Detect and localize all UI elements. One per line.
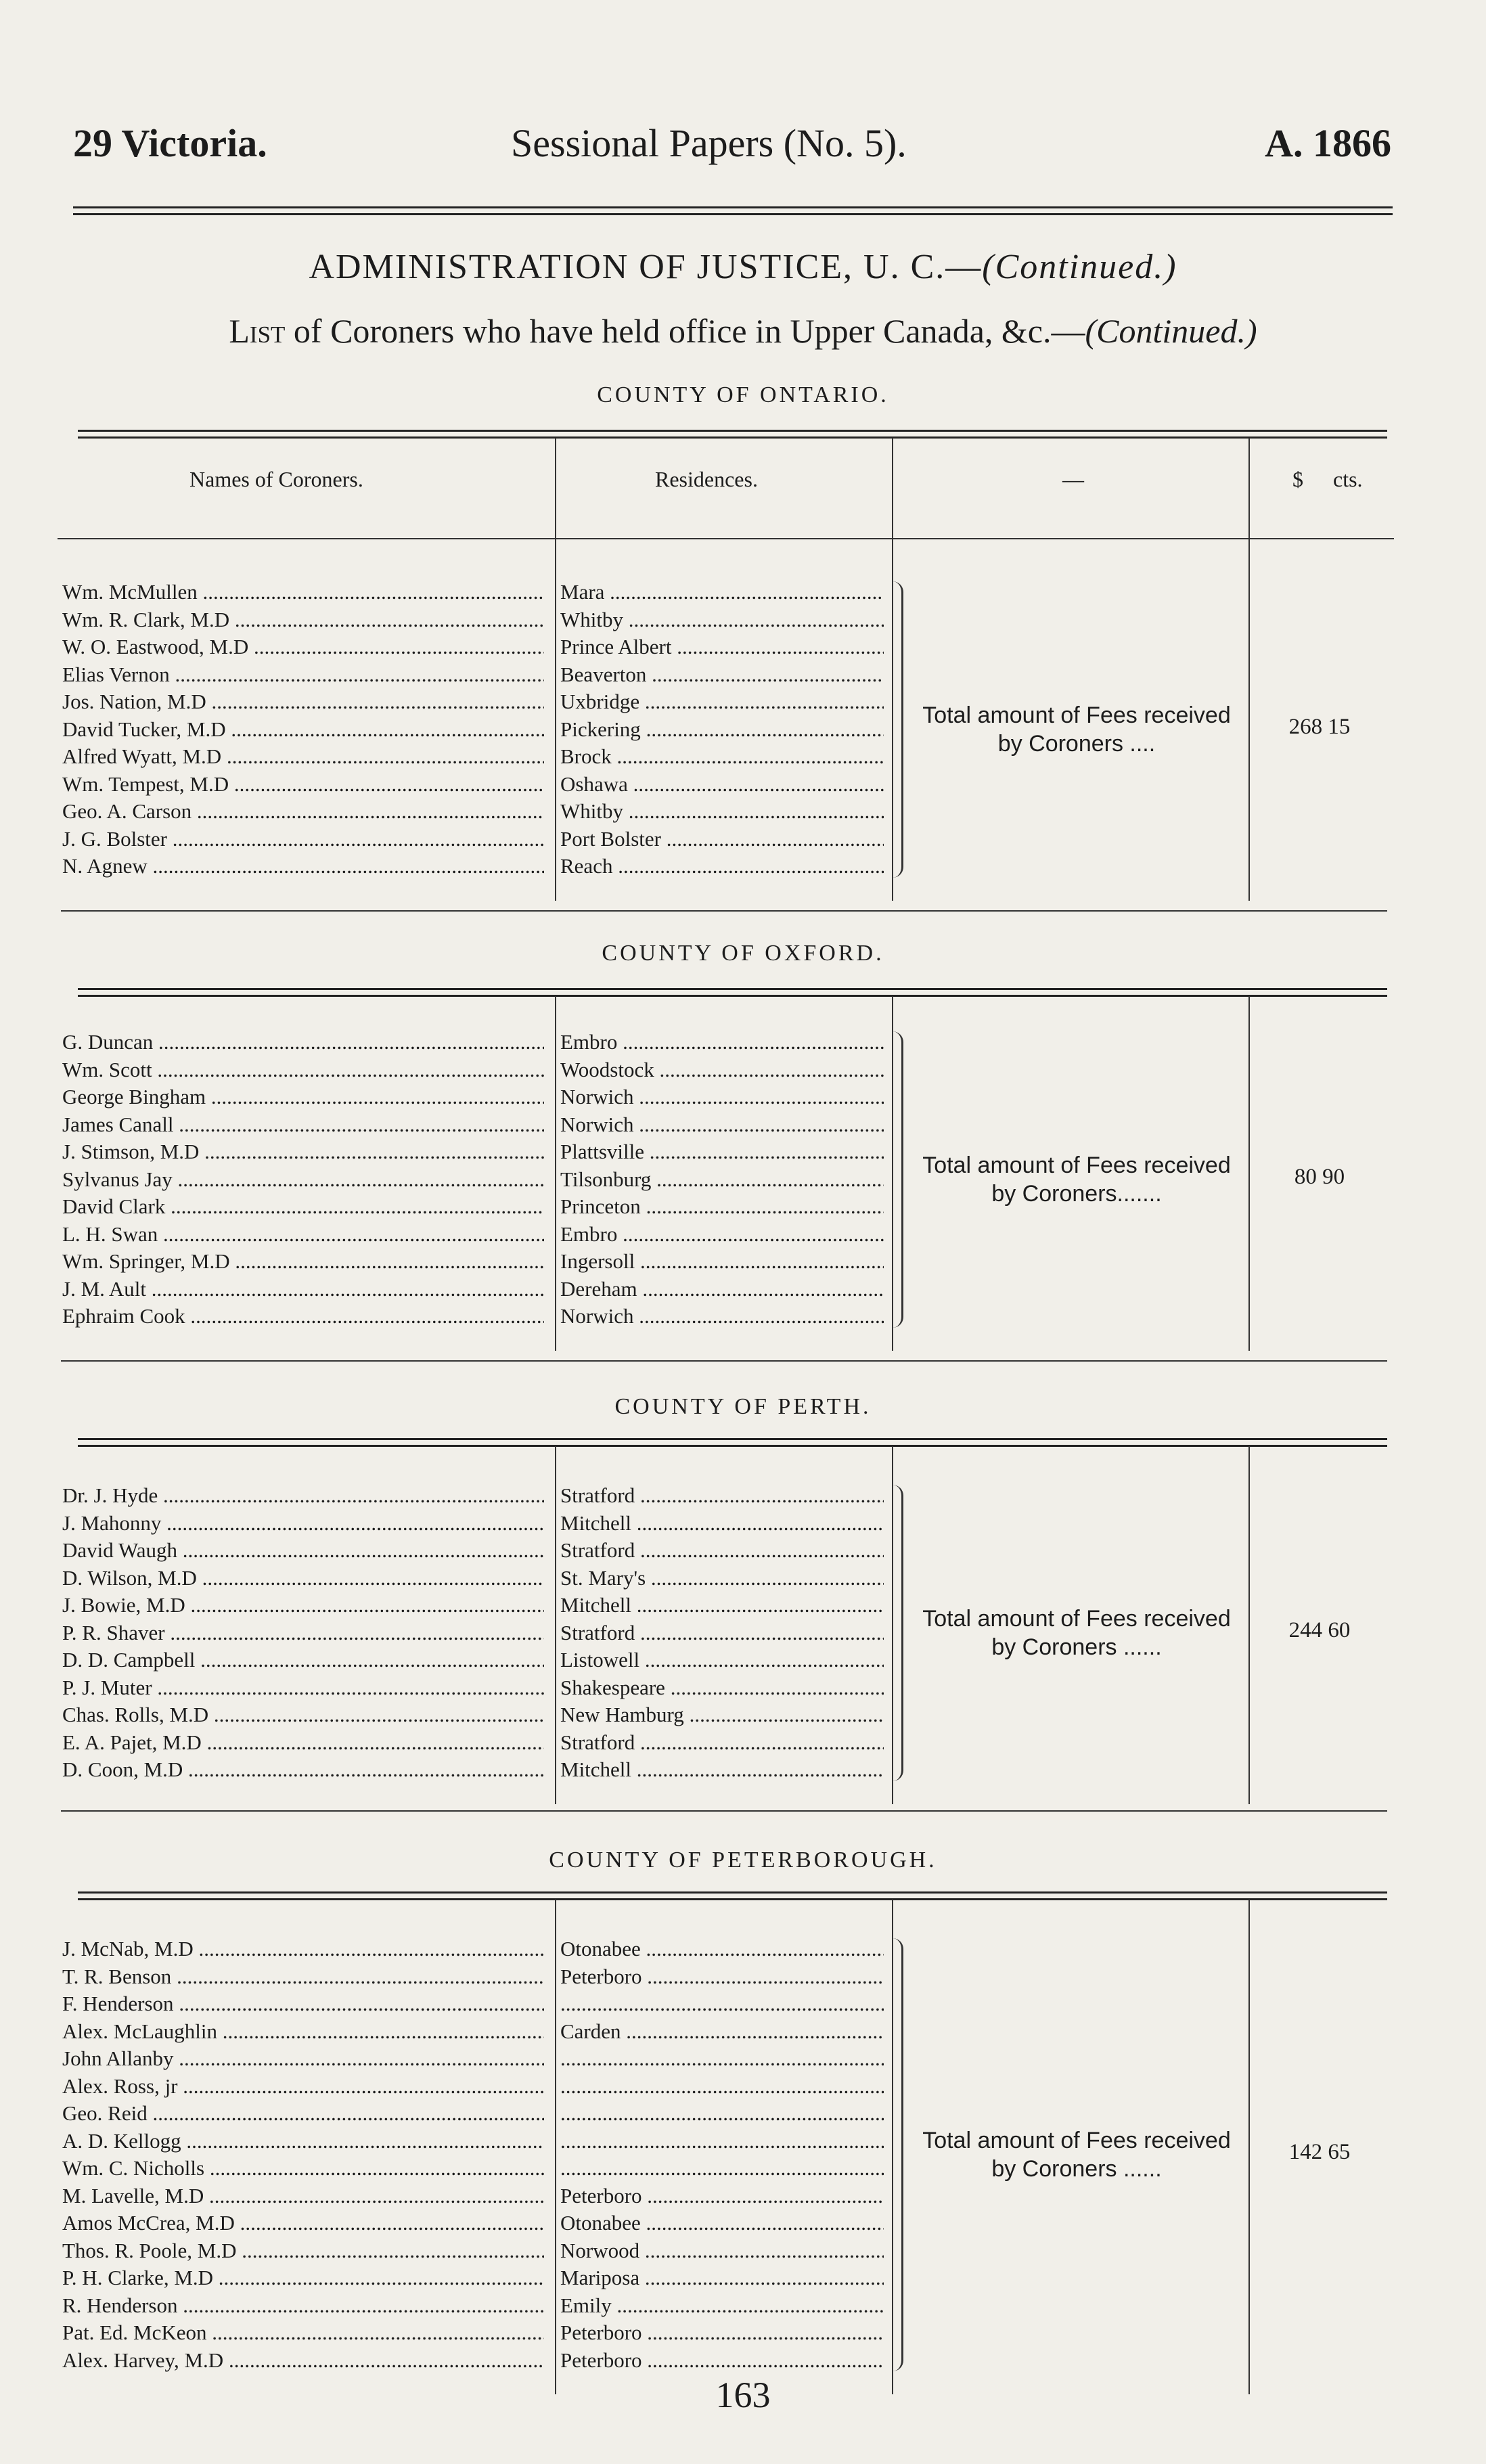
table-row: [0, 1756, 1486, 1783]
coroner-residence: Listowell .....: [560, 1647, 884, 1674]
coroner-residence: Prince Albert .....: [560, 633, 884, 660]
coroner-name: John Allanby .....: [62, 2045, 544, 2072]
coroner-name: Alfred Wyatt, M.D .....: [62, 743, 544, 770]
table-row: [0, 1111, 1486, 1138]
coroner-residence: Norwich .....: [560, 1303, 884, 1330]
brace: [888, 1485, 903, 1781]
coroner-residence: Norwich .....: [560, 1083, 884, 1111]
coroner-name: P. R. Shaver .....: [62, 1619, 544, 1647]
coroner-name: David Tucker, M.D .....: [62, 716, 544, 743]
table-row: [0, 606, 1486, 633]
section-bottom-rule: [61, 910, 1387, 912]
coroner-residence: Pickering .....: [560, 716, 884, 743]
table-row: [0, 1221, 1486, 1248]
table-row: [0, 1963, 1486, 1990]
county-heading: COUNTY OF PERTH.: [614, 1394, 872, 1419]
table-row: [0, 2292, 1486, 2319]
coroner-name: J. Stimson, M.D .....: [62, 1138, 544, 1165]
coroner-residence: Otonabee .....: [560, 2210, 884, 2237]
section-bottom-rule: [61, 1360, 1387, 1362]
table-top-rule: [78, 430, 1387, 439]
table-row: [0, 1674, 1486, 1701]
table-row: [0, 688, 1486, 715]
coroner-residence: Princeton .....: [560, 1193, 884, 1220]
table-row: [0, 1619, 1486, 1647]
table-row: [0, 1565, 1486, 1592]
coroner-residence: Shakespeare .....: [560, 1674, 884, 1701]
coroner-name: Wm. C. Nicholls .....: [62, 2155, 544, 2182]
table-row: [0, 661, 1486, 688]
coroner-name: P. H. Clarke, M.D .....: [62, 2264, 544, 2291]
table-row: [0, 1701, 1486, 1728]
column-header-cents: cts.: [1333, 467, 1363, 491]
header-rule: [73, 206, 1393, 215]
coroner-name: M. Lavelle, M.D .....: [62, 2182, 544, 2210]
total-fees-label: Total amount of Fees received by Coroners ......: [922, 2128, 1231, 2182]
table-row: [0, 853, 1486, 880]
coroner-residence: Whitby .....: [560, 798, 884, 825]
coroner-residence: Reach .....: [560, 853, 884, 880]
sessional-papers-header: Sessional Papers (No. 5).: [511, 121, 907, 165]
table-row: [0, 2045, 1486, 2072]
coroner-name: G. Duncan .....: [62, 1029, 544, 1056]
coroner-residence: Plattsville .....: [560, 1138, 884, 1165]
coroner-name: A. D. Kellogg .....: [62, 2128, 544, 2155]
coroner-residence: [560, 2155, 884, 2182]
brace: [888, 581, 903, 878]
county-heading: COUNTY OF OXFORD.: [602, 941, 884, 966]
coroner-name: Wm. Springer, M.D .....: [62, 1248, 544, 1275]
total-fees-amount: [1272, 2140, 1367, 2165]
table-row: [0, 1303, 1486, 1330]
amount-cents: 60: [1328, 1617, 1351, 1642]
coroner-residence: Mara .....: [560, 579, 884, 606]
year-header: A. 1866: [1265, 121, 1391, 165]
column-header-residences: Residences.: [655, 467, 758, 491]
coroner-name: Pat. Ed. McKeon .....: [62, 2319, 544, 2346]
coroner-name: N. Agnew .....: [62, 853, 544, 880]
main-title-continued: (Continued.): [982, 248, 1177, 286]
coroner-residence: Beaverton .....: [560, 661, 884, 688]
amount-cents: 15: [1328, 714, 1351, 739]
coroner-name: J. Mahonny .....: [62, 1510, 544, 1537]
table-row: [0, 1482, 1486, 1509]
coroner-name: Wm. Tempest, M.D .....: [62, 771, 544, 798]
coroner-name: Dr. J. Hyde .....: [62, 1482, 544, 1509]
coroner-residence: [560, 1990, 884, 2017]
table-row: [0, 2128, 1486, 2155]
coroner-name: George Bingham .....: [62, 1083, 544, 1111]
table-row: [0, 1193, 1486, 1220]
column-header-dollars: $: [1292, 467, 1303, 491]
coroner-residence: Norwich .....: [560, 1111, 884, 1138]
coroner-name: D. Wilson, M.D .....: [62, 1565, 544, 1592]
table-row: [0, 1592, 1486, 1619]
table-row: [0, 1647, 1486, 1674]
coroner-name: E. A. Pajet, M.D .....: [62, 1729, 544, 1756]
table-top-rule: [78, 1891, 1387, 1900]
sub-title-text: of Coroners who have held office in Upper Canada, &c.—: [285, 312, 1085, 350]
coroner-residence: Stratford .....: [560, 1729, 884, 1756]
amount-dollars: 268: [1288, 714, 1323, 739]
table-row: [0, 2210, 1486, 2237]
coroner-name: Geo. A. Carson .....: [62, 798, 544, 825]
county-heading: COUNTY OF PETERBOROUGH.: [549, 1847, 937, 1873]
coroner-name: F. Henderson .....: [62, 1990, 544, 2017]
coroner-residence: Port Bolster .....: [560, 826, 884, 853]
coroner-name: Alex. Ross, jr .....: [62, 2073, 544, 2100]
coroner-residence: Emily .....: [560, 2292, 884, 2319]
table-row: [0, 1990, 1486, 2017]
coroner-name: J. McNab, M.D .....: [62, 1935, 544, 1963]
amount-cents: 90: [1322, 1164, 1345, 1189]
table-top-rule: [78, 988, 1387, 997]
table-row: [0, 2018, 1486, 2045]
coroner-residence: Stratford .....: [560, 1619, 884, 1647]
coroner-name: W. O. Eastwood, M.D .....: [62, 633, 544, 660]
coroner-residence: Tilsonburg .....: [560, 1166, 884, 1193]
amount-dollars: 80: [1294, 1164, 1317, 1189]
coroner-residence: [560, 2045, 884, 2072]
table-row: [0, 2073, 1486, 2100]
coroner-name: Wm. Scott .....: [62, 1056, 544, 1083]
table-row: [0, 2182, 1486, 2210]
coroner-residence: Peterboro .....: [560, 1963, 884, 1990]
amount-dollars: 142: [1288, 2140, 1323, 2164]
coroner-residence: Ingersoll .....: [560, 1248, 884, 1275]
coroner-name: Sylvanus Jay .....: [62, 1166, 544, 1193]
coroner-residence: [560, 2128, 884, 2155]
coroner-residence: Mitchell .....: [560, 1510, 884, 1537]
coroner-residence: [560, 2073, 884, 2100]
table-row: [0, 2237, 1486, 2264]
coroner-residence: Peterboro .....: [560, 2319, 884, 2346]
table-row: [0, 2319, 1486, 2346]
brace: [888, 1938, 903, 2371]
column-header-rule: [58, 538, 1394, 539]
table-row: [0, 2347, 1486, 2374]
coroner-name: J. M. Ault .....: [62, 1276, 544, 1303]
table-row: [0, 1138, 1486, 1165]
table-row: [0, 1029, 1486, 1056]
section-bottom-rule: [61, 1810, 1387, 1812]
table-top-rule: [78, 1438, 1387, 1447]
page-number: 163: [715, 2375, 771, 2415]
coroner-name: Jos. Nation, M.D .....: [62, 688, 544, 715]
coroner-residence: Carden .....: [560, 2018, 884, 2045]
coroner-residence: Woodstock .....: [560, 1056, 884, 1083]
table-row: [0, 579, 1486, 606]
coroner-name: Chas. Rolls, M.D .....: [62, 1701, 544, 1728]
sub-title-continued: (Continued.): [1085, 312, 1257, 350]
total-fees-amount: [1272, 1618, 1367, 1643]
table-row: [0, 1166, 1486, 1193]
coroner-residence: Embro .....: [560, 1221, 884, 1248]
coroner-residence: Oshawa .....: [560, 771, 884, 798]
table-row: [0, 1729, 1486, 1756]
coroner-name: Wm. McMullen .....: [62, 579, 544, 606]
table-row: [0, 1510, 1486, 1537]
table-row: [0, 716, 1486, 743]
coroner-name: Elias Vernon .....: [62, 661, 544, 688]
sub-title: [0, 311, 1486, 351]
coroner-name: P. J. Muter .....: [62, 1674, 544, 1701]
coroner-residence: Uxbridge .....: [560, 688, 884, 715]
coroner-residence: [560, 2100, 884, 2127]
total-fees-label: Total amount of Fees received by Coroners.......: [922, 1152, 1231, 1207]
total-fees-amount: [1272, 715, 1367, 740]
coroner-residence: Stratford .....: [560, 1537, 884, 1564]
table-row: [0, 798, 1486, 825]
coroner-name: D. D. Campbell .....: [62, 1647, 544, 1674]
coroner-residence: Mitchell .....: [560, 1756, 884, 1783]
table-row: [0, 1056, 1486, 1083]
table-row: [0, 2155, 1486, 2182]
coroner-name: Alex. Harvey, M.D .....: [62, 2347, 544, 2374]
coroner-residence: Whitby .....: [560, 606, 884, 633]
column-header-blank: —: [1062, 467, 1084, 491]
coroner-residence: Embro .....: [560, 1029, 884, 1056]
sub-title-prefix: List: [229, 312, 286, 350]
coroner-name: R. Henderson .....: [62, 2292, 544, 2319]
table-row: [0, 1248, 1486, 1275]
county-heading: COUNTY OF ONTARIO.: [597, 382, 889, 407]
coroner-residence: Mitchell .....: [560, 1592, 884, 1619]
table-row: [0, 1276, 1486, 1303]
coroner-residence: Otonabee .....: [560, 1935, 884, 1963]
table-row: [0, 2264, 1486, 2291]
coroner-residence: Dereham .....: [560, 1276, 884, 1303]
coroner-name: David Clark .....: [62, 1193, 544, 1220]
coroner-name: T. R. Benson .....: [62, 1963, 544, 1990]
coroner-residence: Stratford .....: [560, 1482, 884, 1509]
main-title: [0, 247, 1486, 287]
coroner-name: Thos. R. Poole, M.D .....: [62, 2237, 544, 2264]
coroner-residence: Norwood .....: [560, 2237, 884, 2264]
coroner-name: David Waugh .....: [62, 1537, 544, 1564]
table-row: [0, 1935, 1486, 1963]
brace: [888, 1031, 903, 1328]
total-fees-label: Total amount of Fees received by Coroners ......: [922, 1605, 1231, 1660]
coroner-name: Ephraim Cook .....: [62, 1303, 544, 1330]
table-row: [0, 743, 1486, 770]
coroner-name: D. Coon, M.D .....: [62, 1756, 544, 1783]
coroner-name: Wm. R. Clark, M.D .....: [62, 606, 544, 633]
amount-dollars: 244: [1288, 1617, 1323, 1642]
coroner-residence: Peterboro .....: [560, 2347, 884, 2374]
coroner-name: Geo. Reid .....: [62, 2100, 544, 2127]
table-row: [0, 771, 1486, 798]
main-title-text: ADMINISTRATION OF JUSTICE, U. C.—: [309, 248, 983, 286]
total-fees-label: Total amount of Fees received by Coroners ....: [922, 702, 1231, 757]
coroner-residence: Peterboro .....: [560, 2182, 884, 2210]
amount-cents: 65: [1328, 2140, 1351, 2164]
coroner-residence: New Hamburg .....: [560, 1701, 884, 1728]
coroner-name: J. G. Bolster .....: [62, 826, 544, 853]
coroner-name: J. Bowie, M.D .....: [62, 1592, 544, 1619]
total-fees-amount: [1272, 1165, 1367, 1190]
coroner-residence: Mariposa .....: [560, 2264, 884, 2291]
coroner-name: Amos McCrea, M.D .....: [62, 2210, 544, 2237]
coroner-name: L. H. Swan .....: [62, 1221, 544, 1248]
coroner-residence: St. Mary's .....: [560, 1565, 884, 1592]
coroner-residence: Brock .....: [560, 743, 884, 770]
regnal-year: 29 Victoria.: [73, 121, 267, 165]
table-row: [0, 633, 1486, 660]
coroner-name: Alex. McLaughlin .....: [62, 2018, 544, 2045]
table-row: [0, 826, 1486, 853]
coroner-name: James Canall .....: [62, 1111, 544, 1138]
column-header-names: Names of Coroners.: [189, 467, 363, 491]
table-row: [0, 1083, 1486, 1111]
table-row: [0, 1537, 1486, 1564]
table-row: [0, 2100, 1486, 2127]
